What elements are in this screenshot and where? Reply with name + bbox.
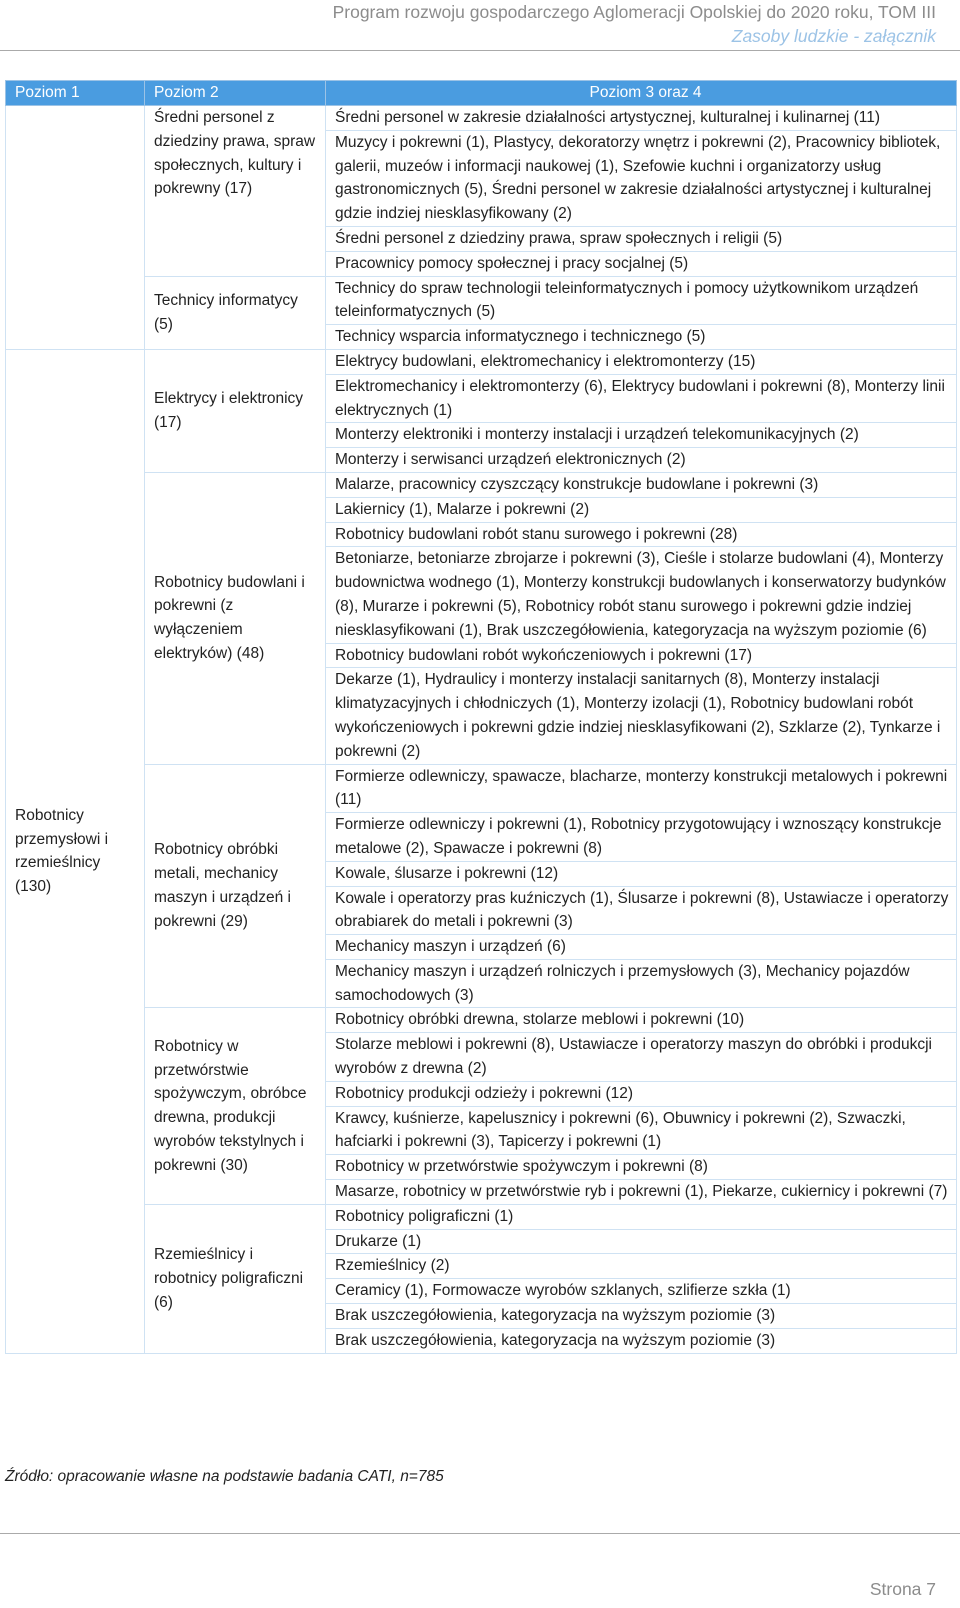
- table-header-row: [6, 81, 957, 106]
- level34-cell: Formierze odlewniczy, spawacze, blacharze, monterzy konstrukcji metalowych i pokrewni (11): [326, 764, 957, 813]
- level34-cell: Stolarze meblowi i pokrewni (8), Ustawiacze i operatorzy maszyn do obróbki i produkcji wyrobów z drewna (2): [326, 1033, 957, 1082]
- level34-cell: Technicy wsparcia informatycznego i technicznego (5): [326, 325, 957, 350]
- level34-cell: Mechanicy maszyn i urządzeń rolniczych i przemysłowych (3), Mechanicy pojazdów samochodowych (3): [326, 959, 957, 1008]
- table-row: [6, 1008, 957, 1033]
- page-number: Strona 7: [869, 1579, 936, 1599]
- level34-cell: Krawcy, kuśnierze, kapelusznicy i pokrewni (6), Obuwnicy i pokrewni (2), Szwaczki, hafciarki i pokrewni (3), Tapicerzy i pokrewni (1): [326, 1106, 957, 1155]
- level2-cell: Elektrycy i elektronicy (17): [145, 349, 326, 472]
- level34-cell: Mechanicy maszyn i urządzeń (6): [326, 935, 957, 960]
- level2-cell: Robotnicy obróbki metali, mechanicy maszyn i urządzeń i pokrewni (29): [145, 764, 326, 1008]
- level34-cell: Muzycy i pokrewni (1), Plastycy, dekoratorzy wnętrz i pokrewni (2), Pracownicy bibliotek, galerii, muzeów i informacji naukowej (1), Szefowie kuchni i organizatorzy usług gastronomicznych (5), Średni personel w zakresie działalności artystycznej i kulturalnej gdzie indziej niesklasyfikowany (2): [326, 130, 957, 226]
- level2-cell: Robotnicy w przetwórstwie spożywczym, obróbce drewna, produkcji wyrobów tekstylnych i pokrewni (30): [145, 1008, 326, 1204]
- level34-cell: Monterzy i serwisanci urządzeń elektronicznych (2): [326, 448, 957, 473]
- table-row: [6, 276, 957, 325]
- table-row: [6, 764, 957, 813]
- column-header-level34: Poziom 3 oraz 4: [326, 81, 957, 106]
- level34-cell: Kowale i operatorzy pras kuźniczych (1), Ślusarze i pokrewni (8), Ustawiacze i operatorzy obrabiarek do metali i pokrewni (3): [326, 886, 957, 935]
- level34-cell: Elektromechanicy i elektromonterzy (6), Elektrycy budowlani i pokrewni (8), Monterzy linii elektrycznych (1): [326, 374, 957, 423]
- level34-cell: Lakiernicy (1), Malarze i pokrewni (2): [326, 497, 957, 522]
- level1-cell: Robotnicy przemysłowi i rzemieślnicy (130): [6, 349, 145, 1353]
- level34-cell: Betoniarze, betoniarze zbrojarze i pokrewni (3), Cieśle i stolarze budowlani (4), Monterzy budownictwa wodnego (1), Monterzy konstrukcji budowlanych i konserwatorzy budynków (8), Murarze i pokrewni (5), Robotnicy robót stanu surowego i pokrewni gdzie indziej niesklasyfikowani (1), Brak uszczegółowienia, kategoryzacja na wyższym poziomie (6): [326, 547, 957, 643]
- level2-cell: Technicy informatycy (5): [145, 276, 326, 349]
- level34-cell: Drukarze (1): [326, 1229, 957, 1254]
- level34-cell: Technicy do spraw technologii teleinformatycznych i pomocy użytkownikom urządzeń teleinformatycznych (5): [326, 276, 957, 325]
- level2-cell: Średni personel z dziedziny prawa, spraw społecznych, kultury i pokrewny (17): [145, 106, 326, 277]
- table-row: [6, 349, 957, 374]
- level2-cell: Robotnicy budowlani i pokrewni (z wyłączeniem elektryków) (48): [145, 472, 326, 764]
- level34-cell: Średni personel w zakresie działalności artystycznej, kulturalnej i kulinarnej (11): [326, 106, 957, 131]
- table-row: [6, 106, 957, 131]
- level34-cell: Robotnicy budowlani robót wykończeniowych i pokrewni (17): [326, 643, 957, 668]
- document-title: Program rozwoju gospodarczego Aglomeracji Opolskiej do 2020 roku, TOM III: [332, 2, 936, 22]
- level34-cell: Robotnicy budowlani robót stanu surowego i pokrewni (28): [326, 522, 957, 547]
- level34-cell: Monterzy elektroniki i monterzy instalacji i urządzeń telekomunikacyjnych (2): [326, 423, 957, 448]
- level34-cell: Brak uszczegółowienia, kategoryzacja na wyższym poziomie (3): [326, 1304, 957, 1329]
- level34-cell: Pracownicy pomocy społecznej i pracy socjalnej (5): [326, 251, 957, 276]
- header-divider: [0, 50, 960, 51]
- level2-cell: Rzemieślnicy i robotnicy poligraficzni (6): [145, 1204, 326, 1353]
- level34-cell: Kowale, ślusarze i pokrewni (12): [326, 861, 957, 886]
- level34-cell: Robotnicy poligraficzni (1): [326, 1204, 957, 1229]
- occupation-table: [5, 80, 957, 1354]
- level34-cell: Brak uszczegółowienia, kategoryzacja na wyższym poziomie (3): [326, 1328, 957, 1353]
- level34-cell: Ceramicy (1), Formowacze wyrobów szklanych, szlifierze szkła (1): [326, 1279, 957, 1304]
- level34-cell: Rzemieślnicy (2): [326, 1254, 957, 1279]
- source-note: Źródło: opracowanie własne na podstawie badania CATI, n=785: [5, 1468, 444, 1485]
- level1-cell: [6, 106, 145, 350]
- level34-cell: Robotnicy w przetwórstwie spożywczym i pokrewni (8): [326, 1155, 957, 1180]
- level34-cell: Malarze, pracownicy czyszczący konstrukcje budowlane i pokrewni (3): [326, 472, 957, 497]
- column-header-level1: Poziom 1: [6, 81, 145, 106]
- column-header-level2: Poziom 2: [145, 81, 326, 106]
- table-row: [6, 1204, 957, 1229]
- footer-divider: [0, 1533, 960, 1534]
- table-row: [6, 472, 957, 497]
- level34-cell: Robotnicy produkcji odzieży i pokrewni (12): [326, 1081, 957, 1106]
- level34-cell: Dekarze (1), Hydraulicy i monterzy instalacji sanitarnych (8), Monterzy instalacji klimatyzacyjnych i chłodniczych (1), Monterzy izolacji (1), Robotnicy budowlani robót wykończeniowych i pokrewni gdzie indziej niesklasyfikowani (2), Szklarze (2), Tynkarze i pokrewni (2): [326, 668, 957, 764]
- level34-cell: Formierze odlewniczy i pokrewni (1), Robotnicy przygotowujący i wznoszący konstrukcje metalowe (2), Spawacze i pokrewni (8): [326, 813, 957, 862]
- level34-cell: Elektrycy budowlani, elektromechanicy i elektromonterzy (15): [326, 349, 957, 374]
- level34-cell: Średni personel z dziedziny prawa, spraw społecznych i religii (5): [326, 226, 957, 251]
- level34-cell: Masarze, robotnicy w przetwórstwie ryb i pokrewni (1), Piekarze, cukiernicy i pokrewni (7): [326, 1180, 957, 1205]
- document-subtitle: Zasoby ludzkie - załącznik: [731, 26, 936, 46]
- level34-cell: Robotnicy obróbki drewna, stolarze meblowi i pokrewni (10): [326, 1008, 957, 1033]
